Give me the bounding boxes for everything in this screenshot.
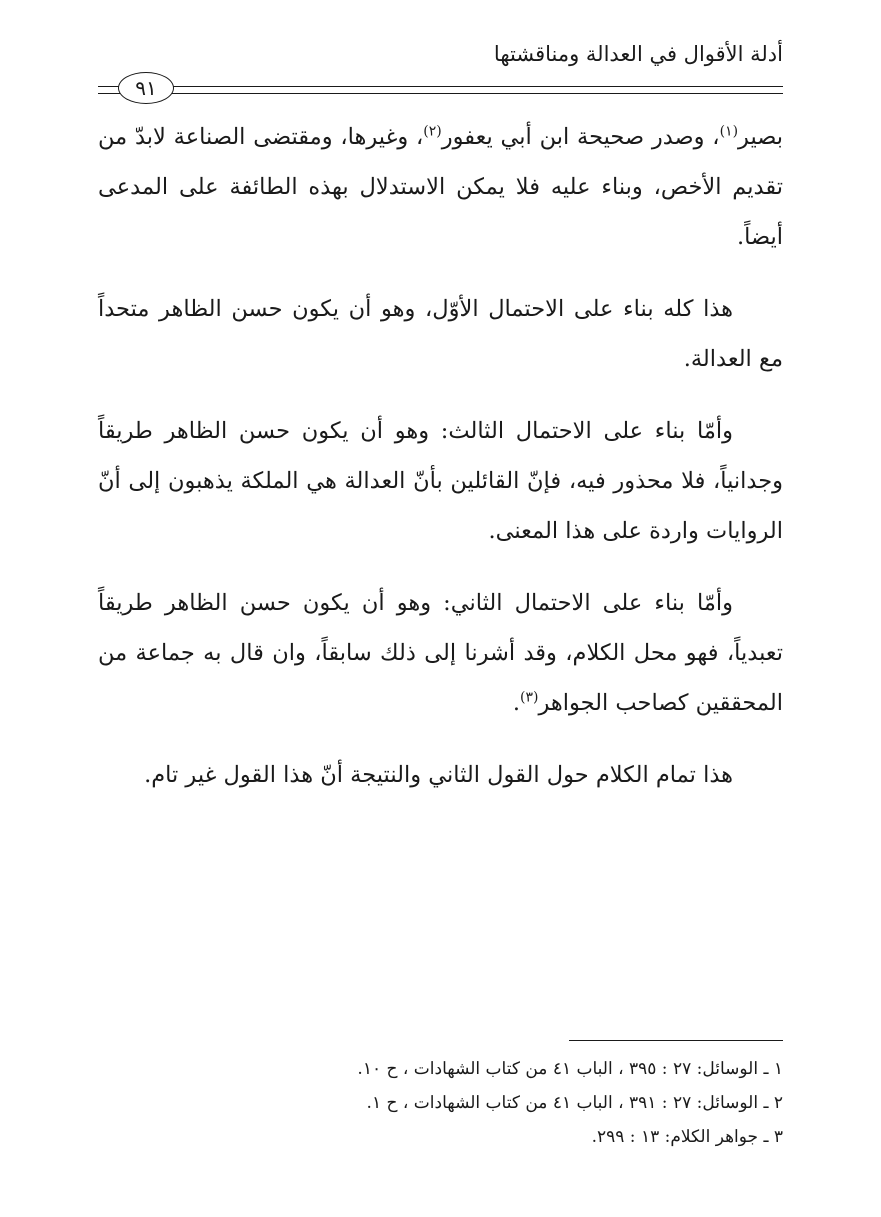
footnote-ref-3[interactable]: (٣) [520, 689, 539, 706]
p1-segment-2: ، وصدر صحيحة ابن أبي يعفور [441, 124, 720, 150]
paragraph-1 [98, 112, 783, 262]
footnote-2: ٢ ـ الوسائل: ٢٧ : ٣٩١ ، الباب ٤١ من كتاب الشهادات ، ح ١. [366, 1093, 783, 1113]
paragraph-3: وأمّا بناء على الاحتمال الثالث: وهو أن يكون حسن الظاهر طريقاً وجدانياً، فلا محذور فيه، فإنّ القائلين بأنّ العدالة هي الملكة يذهبون إلى أنّ الروايات واردة على هذا المعنى. [98, 418, 783, 544]
p1-segment-3: ، وغيرها، ومقتضى الصناعة لابدّ من تقديم الأخص، وبناء عليه فلا يمكن الاستدلال بهذه الطائفة على المدعى أيضاً. [98, 124, 783, 250]
header-rule-top [98, 86, 783, 87]
footnote-ref-2[interactable]: (٢) [423, 123, 442, 140]
footnote-1: ١ ـ الوسائل: ٢٧ : ٣٩٥ ، الباب ٤١ من كتاب الشهادات ، ح ١٠. [357, 1059, 783, 1079]
p4-text: وأمّا بناء على الاحتمال الثاني: وهو أن يكون حسن الظاهر طريقاً تعبدياً، فهو محل الكلام، وقد أشرنا إلى ذلك سابقاً، وان قال به جماعة من المحققين كصاحب الجواهر [98, 590, 783, 716]
header-rule-bottom [98, 93, 783, 94]
footnote-3: ٣ ـ جواهر الكلام: ١٣ : ٢٩٩. [591, 1127, 783, 1147]
body-text [98, 112, 783, 822]
paragraph-4 [98, 578, 783, 728]
page-number-badge [118, 72, 174, 104]
paragraph-2: هذا كله بناء على الاحتمال الأوّل، وهو أن يكون حسن الظاهر متحداً مع العدالة. [98, 296, 783, 372]
paragraph-5: هذا تمام الكلام حول القول الثاني والنتيجة أنّ هذا القول غير تام. [144, 762, 733, 788]
p4-end: . [512, 690, 521, 716]
p1-segment-1: بصير [738, 124, 784, 150]
footnotes [98, 1052, 783, 1154]
footnote-separator [569, 1040, 783, 1041]
running-title: أدلة الأقوال في العدالة ومناقشتها [493, 42, 783, 66]
footnote-ref-1[interactable]: (١) [719, 123, 739, 140]
page-number: ٩١ [135, 76, 157, 100]
